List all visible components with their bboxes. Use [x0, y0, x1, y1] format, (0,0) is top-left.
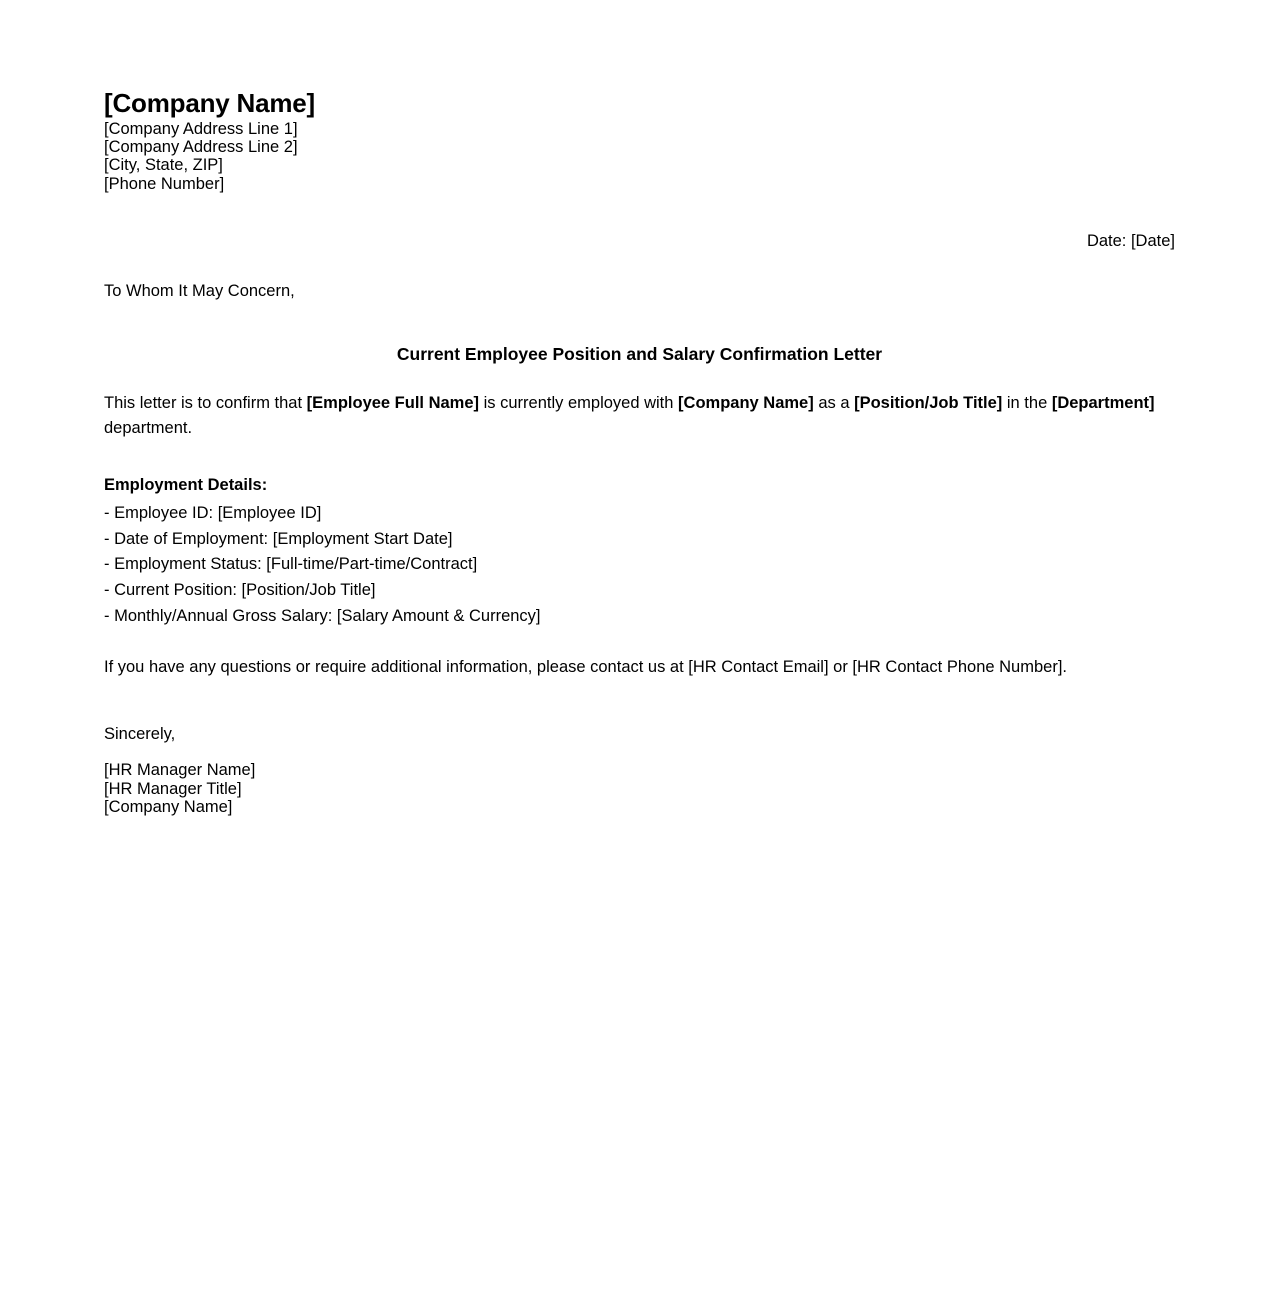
closing-section	[104, 724, 1175, 817]
intro-text-5: department.	[104, 419, 193, 438]
signature-manager-name: [HR Manager Name]	[104, 761, 256, 780]
intro-paragraph	[104, 391, 1175, 442]
signature-manager-title: [HR Manager Title]	[104, 779, 242, 798]
detail-date-of-employment: - Date of Employment: [Employment Start Date]	[104, 529, 453, 548]
company-name: [Company Name]	[104, 88, 316, 118]
signature-block	[104, 761, 1175, 817]
employee-full-name-placeholder: [Employee Full Name]	[306, 393, 480, 412]
employment-details-section	[104, 475, 1175, 630]
employment-details-title: Employment Details:	[104, 475, 268, 494]
detail-employment-status: - Employment Status: [Full-time/Part-time/Contract]	[104, 555, 478, 574]
detail-current-position: - Current Position: [Position/Job Title]	[104, 580, 376, 599]
position-title-placeholder: [Position/Job Title]	[854, 393, 1003, 412]
company-phone-number: [Phone Number]	[104, 174, 225, 193]
letterhead	[104, 0, 1175, 193]
letter-date: Date: [Date]	[1086, 231, 1175, 250]
department-placeholder: [Department]	[1051, 393, 1155, 412]
intro-text-1: This letter is to confirm that	[104, 393, 307, 412]
company-address-line-1: [Company Address Line 1]	[104, 120, 298, 138]
signature-company-name: [Company Name]	[104, 798, 233, 817]
letter-title: Current Employee Position and Salary Confirmation Letter	[396, 343, 883, 364]
letter-content	[104, 0, 1175, 817]
closing-salutation: Sincerely,	[104, 725, 176, 744]
company-address-line-2: [Company Address Line 2]	[104, 138, 298, 157]
salutation: To Whom It May Concern,	[104, 281, 295, 300]
intro-text-3: as a	[813, 393, 855, 412]
intro-text-4: in the	[1002, 393, 1052, 412]
detail-employee-id: - Employee ID: [Employee ID]	[104, 503, 322, 522]
company-name-placeholder: [Company Name]	[678, 393, 814, 412]
detail-gross-salary: - Monthly/Annual Gross Salary: [Salary Amount & Currency]	[104, 606, 541, 625]
company-city-state-zip: [City, State, ZIP]	[104, 156, 223, 175]
intro-text-2: is currently employed with	[479, 393, 679, 412]
contact-paragraph: If you have any questions or require additional information, please contact us at [HR Contact Email] or [HR Contact Phone Number].	[104, 658, 1067, 677]
